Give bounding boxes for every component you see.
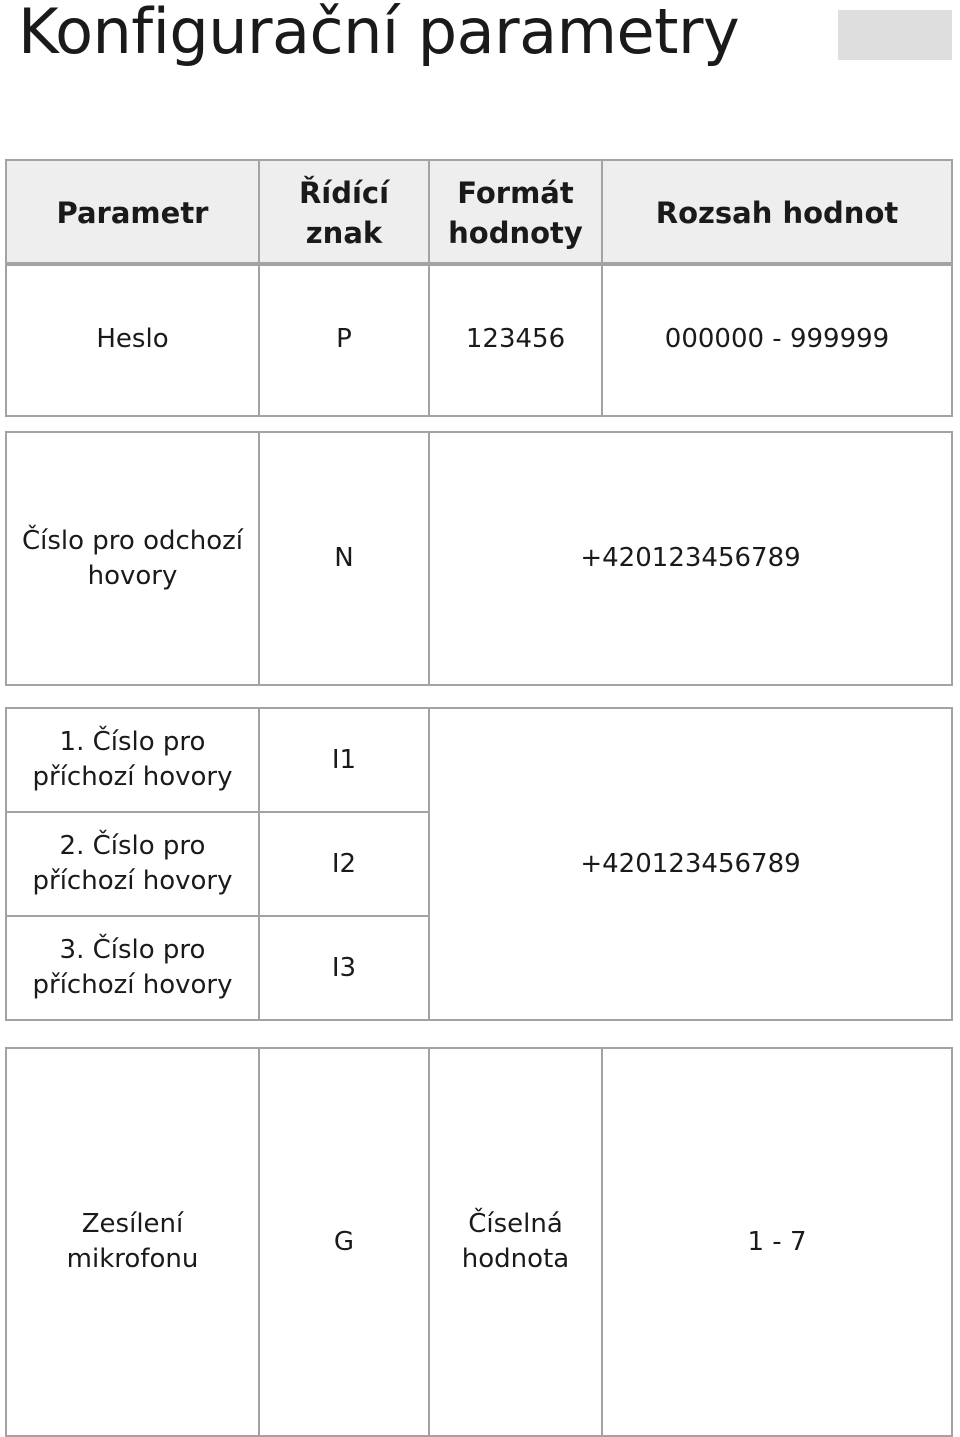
incoming-1-code: I1: [259, 708, 429, 812]
table-row: [6, 708, 952, 812]
table-gain: [5, 1047, 953, 1437]
incoming-1-name: 1. Číslo pro příchozí hovory: [6, 708, 259, 812]
header-format-hodnoty: Formát hodnoty: [429, 160, 602, 265]
gain-code: G: [259, 1048, 429, 1436]
table-row: [6, 1048, 952, 1436]
gain-range: 1 - 7: [602, 1048, 952, 1436]
incoming-value: +420123456789: [429, 708, 952, 1020]
gain-name: Zesílení mikrofonu: [6, 1048, 259, 1436]
incoming-3-name: 3. Číslo pro příchozí hovory: [6, 916, 259, 1020]
outgoing-code: N: [259, 432, 429, 685]
header-rozsah-hodnot: Rozsah hodnot: [602, 160, 952, 265]
table-heslo: [5, 262, 953, 417]
heslo-format: 123456: [429, 263, 602, 416]
title-placeholder-box: [838, 10, 952, 60]
table-incoming: [5, 707, 953, 1021]
heslo-range: 000000 - 999999: [602, 263, 952, 416]
table-row: [6, 432, 952, 685]
header-parametr: Parametr: [6, 160, 259, 265]
header-row: [6, 160, 952, 265]
header-ridici-znak: Řídící znak: [259, 160, 429, 265]
table-outgoing: [5, 431, 953, 686]
outgoing-value: +420123456789: [429, 432, 952, 685]
gain-format: Číselná hodnota: [429, 1048, 602, 1436]
outgoing-name: Číslo pro odchozí hovory: [6, 432, 259, 685]
incoming-2-code: I2: [259, 812, 429, 916]
table-row: [6, 263, 952, 416]
heslo-name: Heslo: [6, 263, 259, 416]
incoming-2-name: 2. Číslo pro příchozí hovory: [6, 812, 259, 916]
heslo-code: P: [259, 263, 429, 416]
page-title: Konfigurační parametry: [18, 0, 740, 68]
incoming-3-code: I3: [259, 916, 429, 1020]
parameter-table-header: [5, 159, 953, 266]
